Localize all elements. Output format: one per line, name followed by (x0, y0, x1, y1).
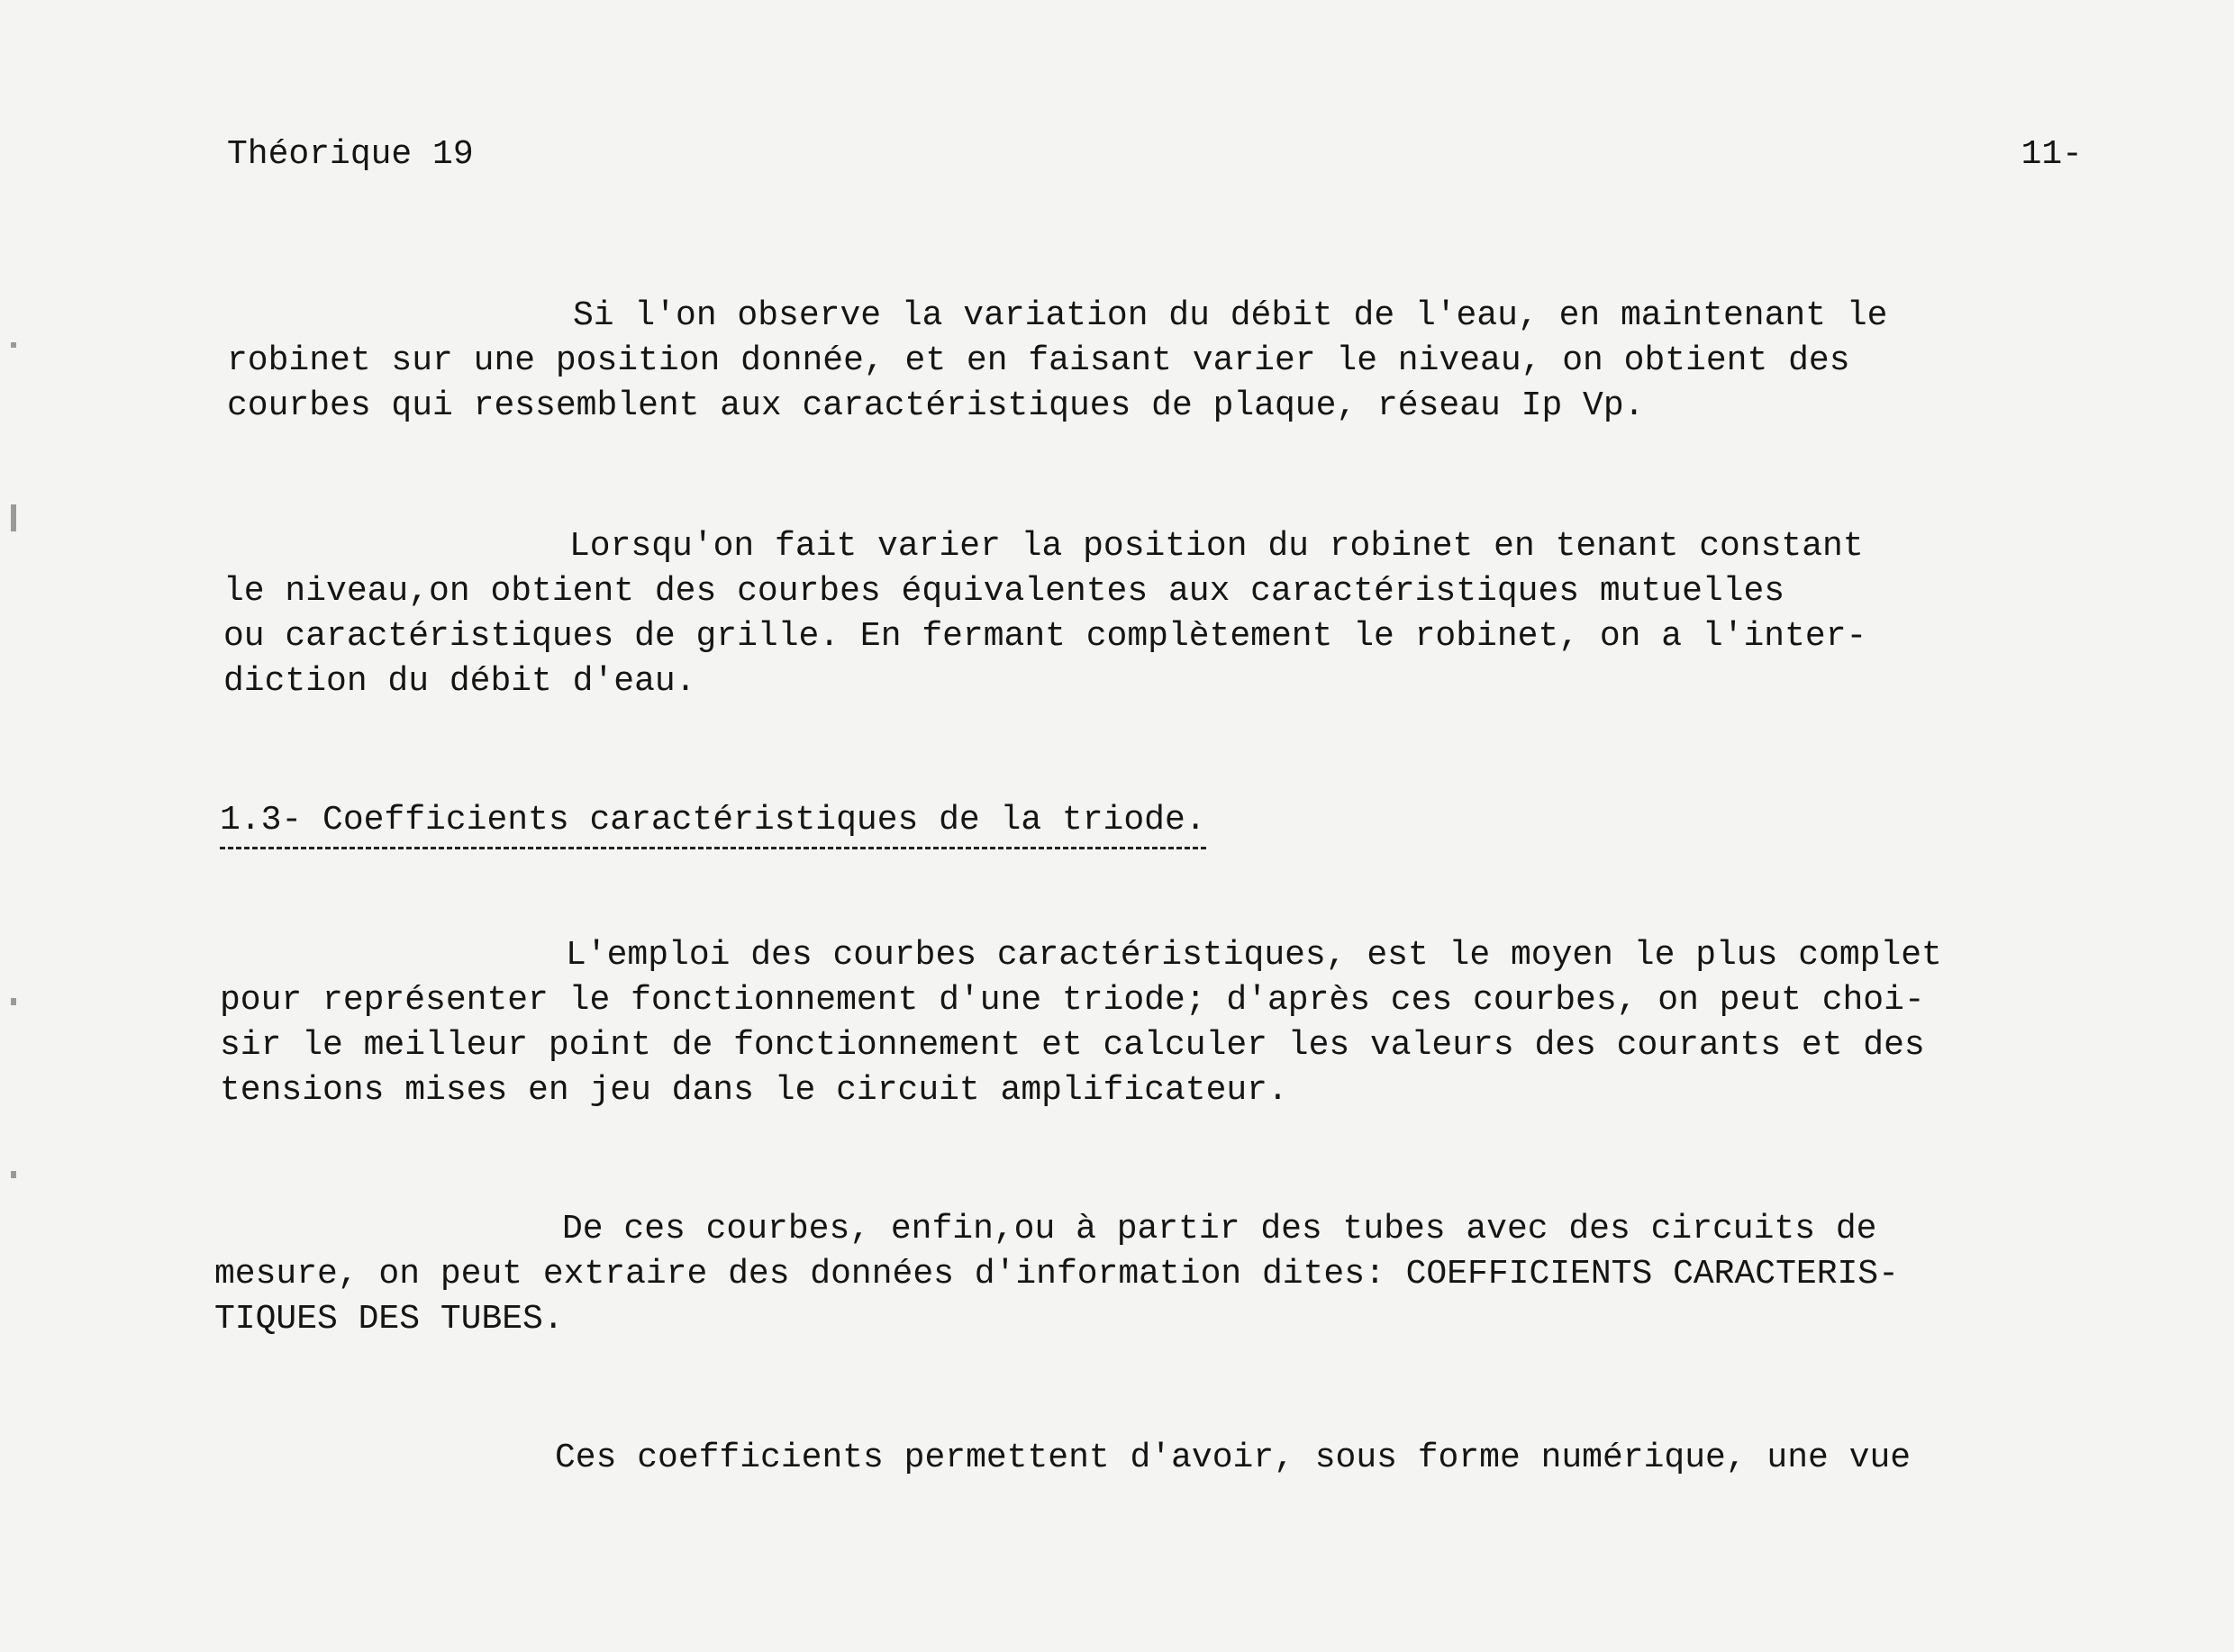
scan-edge-mark (11, 998, 16, 1005)
paragraph-body: pour représenter le fonctionnement d'une triode; d'après ces courbes, on peut choi- sir le meilleur point de fonctionnement et calculer les valeurs des courants et des tensions mises en jeu dans le circuit amplificateur. (220, 981, 1925, 1110)
page-header (227, 135, 2083, 180)
paragraph-first-line: L'emploi des courbes caractéristiques, est le moyen le plus complet (566, 936, 1942, 975)
paragraph-first-line: Lorsqu'on fait varier la position du robinet en tenant constant (569, 527, 1864, 566)
paragraph-valve-position (223, 524, 2097, 704)
paragraph-body: le niveau,on obtient des courbes équivalentes aux caractéristiques mutuelles ou caractéristiques de grille. En fermant complètement le robinet, on a l'inter- diction du débit d'eau. (223, 572, 1867, 701)
section-heading: 1.3- Coefficients caractéristiques de la triode. (220, 798, 1206, 849)
scan-edge-mark (11, 1171, 16, 1178)
page-number: 11- (2021, 135, 2083, 174)
paragraph-first-line: De ces courbes, enfin,ou à partir des tubes avec des circuits de (562, 1210, 1877, 1248)
scan-edge-mark (11, 504, 16, 531)
header-title: Théorique 19 (227, 135, 474, 174)
paragraph-numeric-view (213, 1436, 2140, 1481)
paragraph-water-flow (227, 294, 2065, 429)
paragraph-body: mesure, on peut extraire des données d'information dites: COEFFICIENTS CARACTERIS- TIQUES DES TUBES. (214, 1255, 1899, 1339)
paragraph-first-line: Si l'on observe la variation du débit de l'eau, en maintenant le (573, 296, 1888, 335)
paragraph-characteristic-curves (220, 933, 2148, 1113)
paragraph-first-line: Ces coefficients permettent d'avoir, sous forme numérique, une vue (555, 1439, 1912, 1477)
scan-edge-mark (11, 342, 16, 348)
paragraph-body: robinet sur une position donnée, et en faisant varier le niveau, on obtient des courbes qui ressemblent aux caractéristiques de plaque, réseau Ip Vp. (227, 341, 1850, 425)
paragraph-tube-coefficients (214, 1207, 2142, 1342)
